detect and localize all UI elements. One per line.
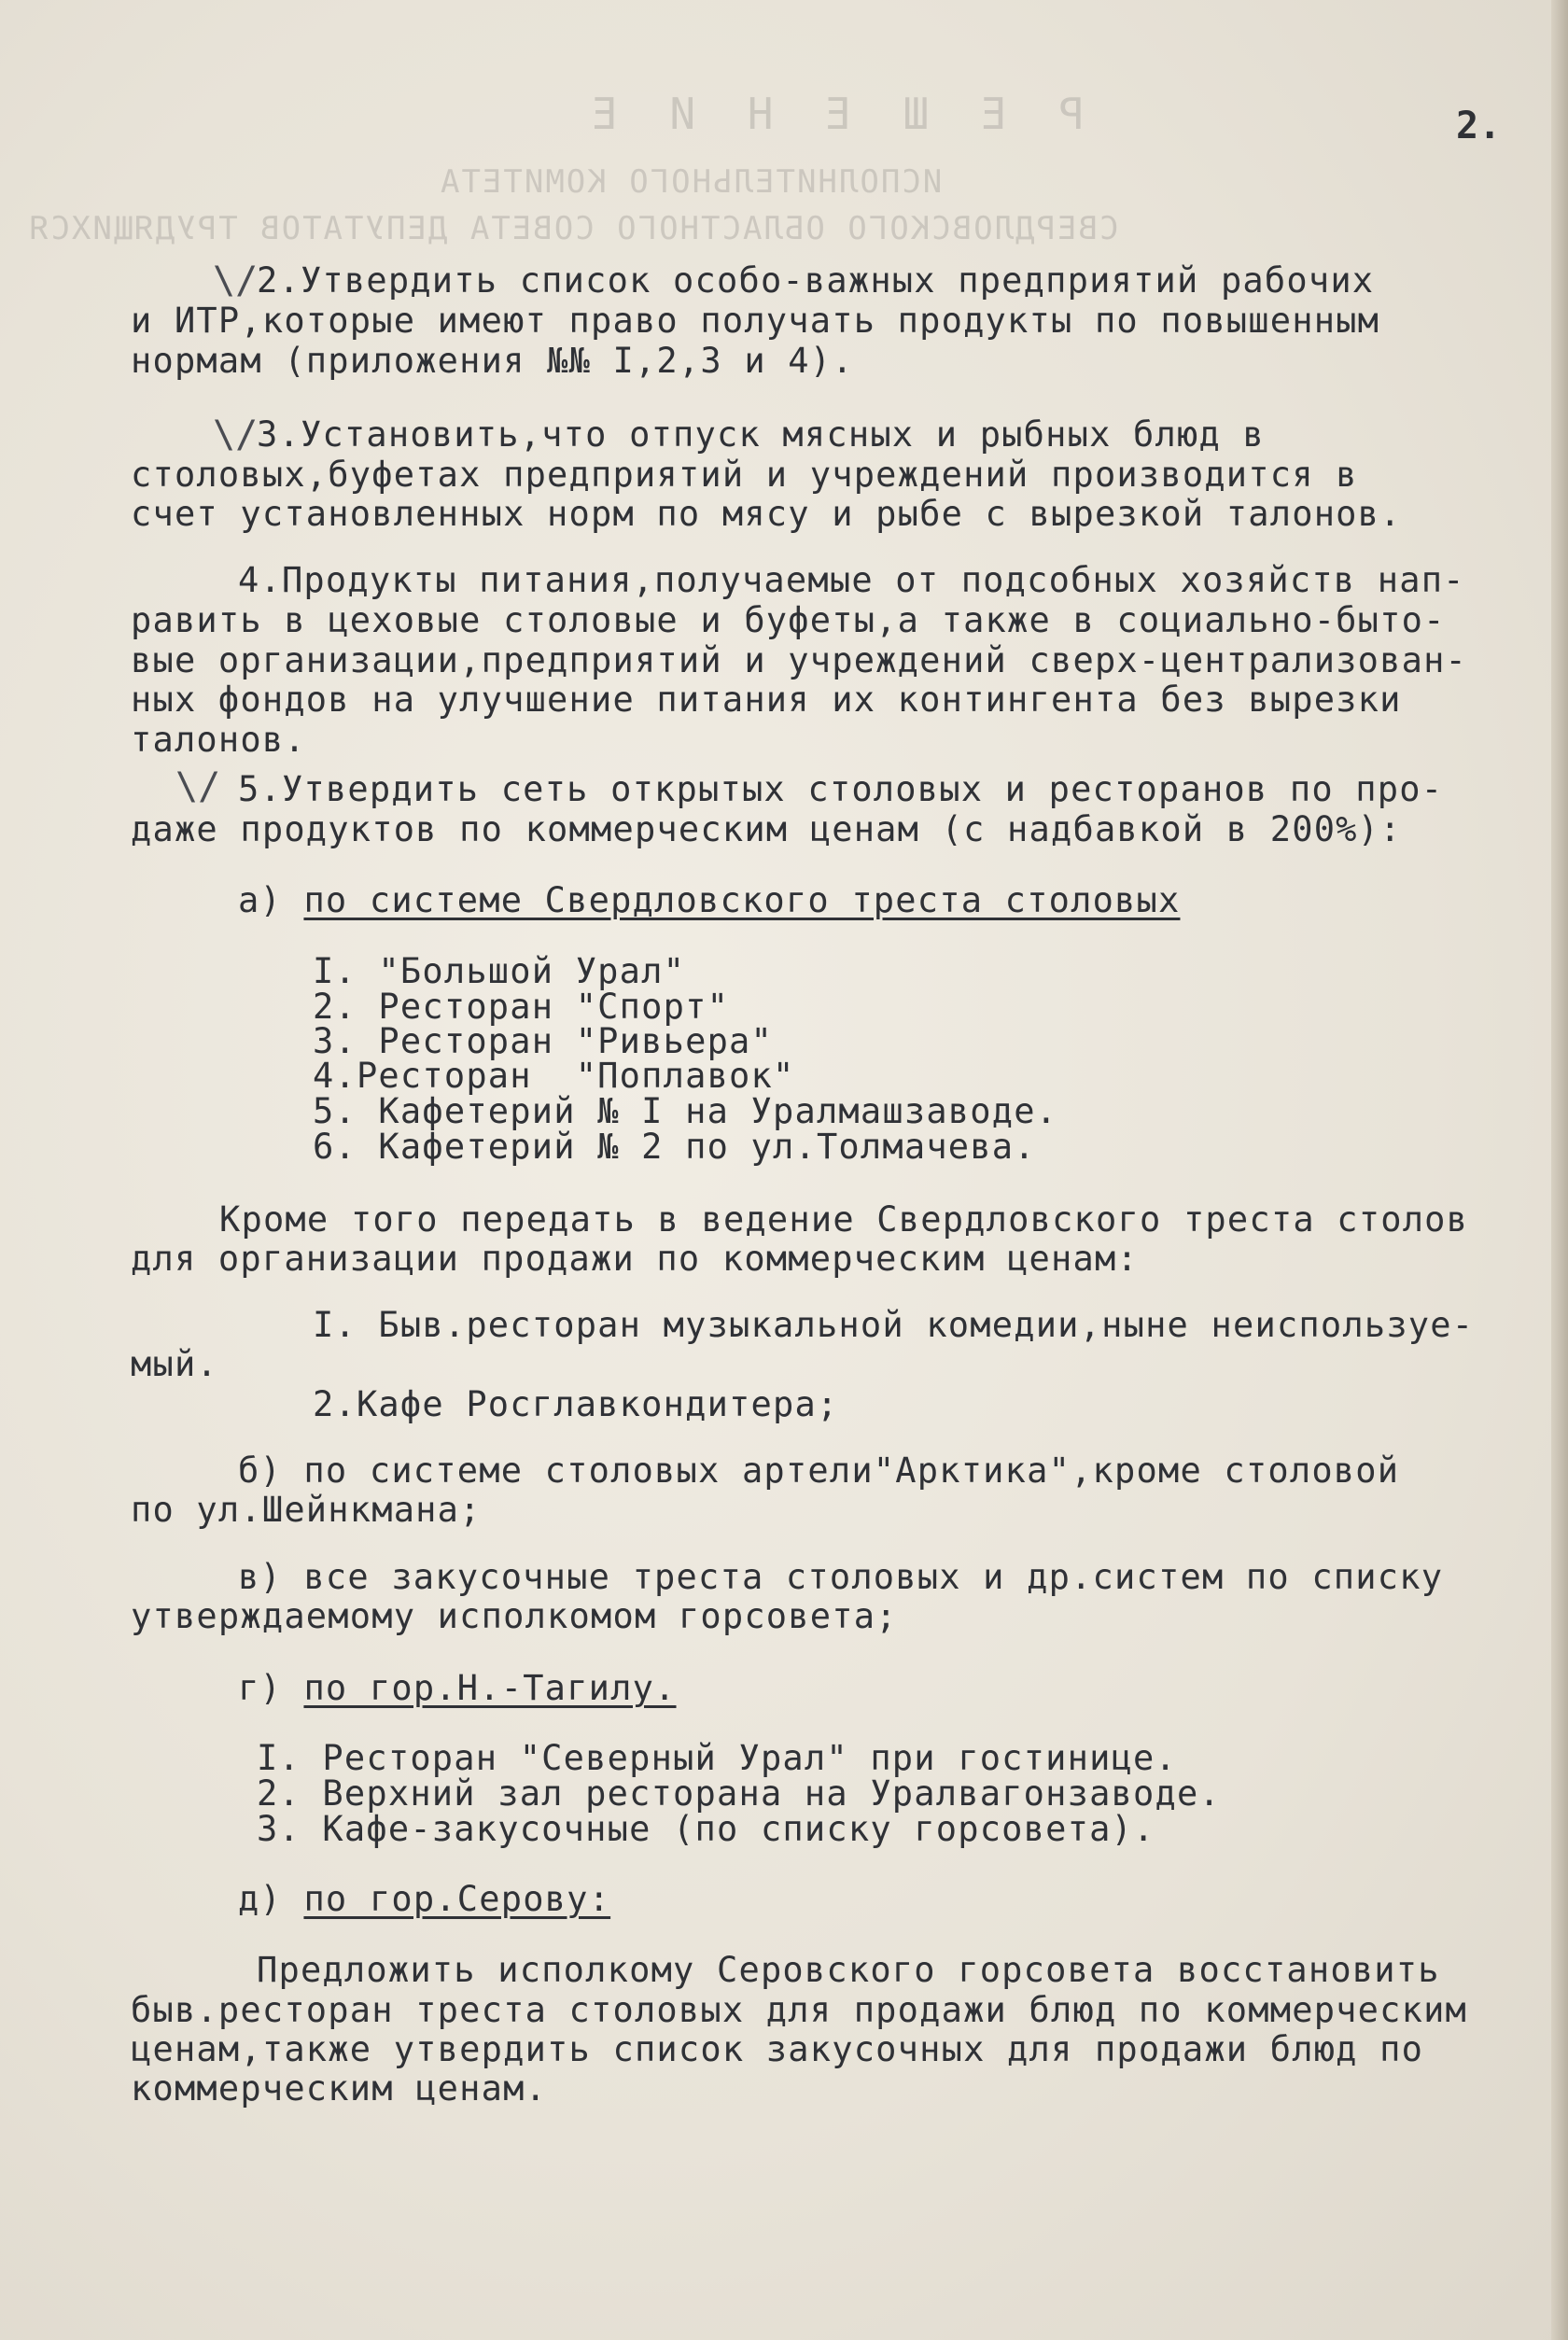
section-a-item-6: 6. Кафетерий № 2 по ул.Толмачева.: [313, 1127, 1036, 1167]
section-g-item-2: 2. Верхний зал ресторана на Уралвагонзаводе.: [257, 1773, 1221, 1814]
bleed-through-title: Р Е Ш Е Н И Е: [579, 89, 1085, 139]
serov-line-2: быв.ресторан треста столовых для продажи блюд по коммерческим: [131, 1990, 1468, 2030]
check-mark: \/: [175, 765, 221, 808]
transfer-line-1: Кроме того передать в ведение Свердловского треста столов: [219, 1199, 1469, 1240]
transfer-item-1-cont: мый.: [131, 1344, 218, 1384]
section-a-item-5: 5. Кафетерий № I на Уралмашзаводе.: [313, 1091, 1058, 1131]
transfer-line-2: для организации продажи по коммерческим ценам:: [131, 1239, 1139, 1279]
transfer-item-1: I. Быв.ресторан музыкальной комедии,ныне неиспользуе-: [313, 1305, 1475, 1345]
section-v-line-2: утверждаемому исполкомом горсовета;: [131, 1596, 898, 1636]
bleed-through-subtitle: ИСПОЛНИТЕЛЬНОГО КОМИТЕТА: [439, 163, 943, 201]
serov-line-4: коммерческим ценам.: [131, 2068, 548, 2109]
paper-edge: [1551, 0, 1568, 2340]
para-4-line-4: ных фондов на улучшение питания их контингента без вырезки: [131, 680, 1402, 720]
page-number: 2.: [1456, 105, 1502, 147]
para-2-line-1: 2.Утвердить список особо-важных предприятий рабочих: [257, 260, 1375, 301]
section-a-heading: а) по системе Свердловского треста столовых: [238, 880, 1181, 920]
check-mark: \/: [213, 259, 259, 302]
section-a-item-4: 4.Ресторан "Поплавок": [313, 1056, 795, 1096]
para-4-line-1: 4.Продукты питания,получаемые от подсобных хозяйств нап-: [238, 560, 1465, 600]
section-v-line-1: в) все закусочные треста столовых и др.систем по списку: [238, 1557, 1444, 1597]
para-3-line-2: столовых,буфетах предприятий и учреждений производится в: [131, 455, 1358, 495]
para-4-line-2: равить в цеховые столовые и буфеты,а также в социально-быто-: [131, 600, 1446, 640]
para-3-line-3: счет установленных норм по мясу и рыбе с вырезкой талонов.: [131, 494, 1402, 534]
serov-line-1: Предложить исполкому Серовского горсовета восстановить: [257, 1950, 1440, 1990]
section-g-item-3: 3. Кафе-закусочные (по списку горсовета).: [257, 1809, 1155, 1849]
section-b-line-2: по ул.Шейнкмана;: [131, 1490, 482, 1530]
section-a-item-2: 2. Ресторан "Спорт": [313, 987, 730, 1027]
para-5-line-1: 5.Утвердить сеть открытых столовых и ресторанов по про-: [238, 769, 1444, 809]
section-a-item-3: 3. Ресторан "Ривьера": [313, 1021, 773, 1061]
para-4-line-3: вые организации,предприятий и учреждений сверх-централизован-: [131, 640, 1468, 680]
section-a-item-1: I. "Большой Урал": [313, 951, 686, 991]
para-2-line-3: нормам (приложения №№ I,2,3 и 4).: [131, 341, 854, 381]
para-3-line-1: 3.Установить,что отпуск мясных и рыбных блюд в: [257, 414, 1265, 455]
para-5-line-2: даже продуктов по коммерческим ценам (с надбавкой в 200%):: [131, 809, 1402, 849]
section-d-heading: д) по гор.Серову:: [238, 1879, 611, 1919]
section-g-item-1: I. Ресторан "Северный Урал" при гостинице.: [257, 1738, 1177, 1778]
check-mark: \/: [213, 413, 259, 456]
section-g-heading: г) по гор.Н.-Тагилу.: [238, 1668, 677, 1708]
section-b-line-1: б) по системе столовых артели"Арктика",кроме столовой: [238, 1450, 1400, 1491]
para-2-line-2: и ИТР,которые имеют право получать продукты по повышенным: [131, 301, 1380, 341]
serov-line-3: ценам,также утвердить список закусочных для продажи блюд по: [131, 2029, 1424, 2069]
transfer-item-2: 2.Кафе Росглавкондитера;: [313, 1384, 839, 1424]
para-4-line-5: талонов.: [131, 720, 306, 760]
bleed-through-council: СВЕРДЛОВСКОГО ОБЛАСТНОГО СОВЕТА ДЕПУТАТОВ ТРУДЯЩИХСЯ: [28, 210, 1119, 247]
